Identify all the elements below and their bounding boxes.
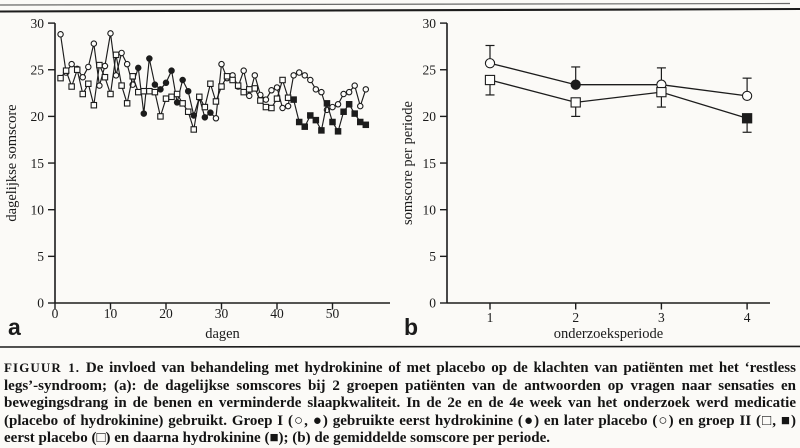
- data-point-open-circle: [280, 105, 285, 110]
- data-point-open-circle: [80, 75, 85, 80]
- x-tick-label: 50: [325, 306, 340, 321]
- data-point-open-square: [174, 91, 179, 96]
- data-point-open-square: [274, 96, 279, 101]
- data-point-open-square: [97, 62, 102, 67]
- x-tick-label: 1: [486, 310, 494, 325]
- data-point-open-circle: [302, 73, 307, 78]
- data-point-filled-circle: [169, 68, 174, 73]
- data-point-open-circle: [358, 103, 363, 108]
- x-tick-label: 4: [743, 310, 751, 325]
- data-point-open-circle: [274, 85, 279, 90]
- data-point-open-square: [241, 89, 246, 94]
- data-point-open-square: [58, 75, 63, 80]
- y-tick-label: 30: [422, 15, 436, 31]
- data-point-open-circle: [102, 63, 107, 68]
- data-point-open-circle: [341, 91, 346, 96]
- data-point-open-circle: [352, 83, 357, 88]
- y-tick-label: 30: [30, 15, 44, 31]
- data-point-open-square: [235, 83, 240, 88]
- data-point-filled-circle: [147, 56, 152, 61]
- data-point-filled-circle: [202, 115, 207, 120]
- data-point-open-square: [197, 94, 202, 99]
- y-tick-label: 20: [422, 109, 436, 125]
- data-point-open-square: [263, 104, 268, 109]
- data-point-open-square: [285, 95, 290, 100]
- data-point-filled-square: [341, 109, 346, 114]
- x-tick-label: 10: [103, 306, 118, 321]
- data-point-open-circle: [213, 116, 218, 121]
- y-tick-label: 5: [37, 249, 44, 265]
- chart-b-series-1: [485, 45, 751, 100]
- data-point-open-circle: [91, 41, 96, 46]
- chart-b-axes: [423, 16, 771, 325]
- caption-text: De invloed van behandeling met hydrokinine of met placebo op de klachten van patiënten met het ‘restless legs’-syndroom; (a): de dagelijkse somscores bij 2 groepen patiënten van de antwoorden op vragen naar sensaties en bewegingsdrang in de benen en verminderde slaapkwaliteit. In de 2e en de 4e week van het onderzoek werd medicatie (placebo of hydrokinine) gebruikt. Groep I (○, ●) gebruikte eerst hydrokinine (●) en later placebo (○) en groep II (□, ■) eerst placebo (□) en daarna hydrokinine (■); (b) de gemiddelde somscore per periode.: [4, 360, 796, 446]
- data-point-filled-circle: [152, 82, 157, 87]
- data-point-open-circle: [241, 68, 246, 73]
- data-point-open-circle: [119, 50, 124, 55]
- data-point-filled-circle: [136, 65, 141, 70]
- y-tick-label: 10: [30, 202, 44, 218]
- data-point-open-circle: [69, 61, 74, 66]
- data-point-open-circle: [335, 102, 340, 107]
- panel-label-b: b: [404, 314, 419, 340]
- chart-b-series-2: [485, 75, 751, 132]
- data-point-open-square: [80, 91, 85, 96]
- data-point-open-square: [163, 96, 168, 101]
- data-point-open-circle: [58, 32, 63, 37]
- x-tick-label: 0: [51, 306, 59, 321]
- data-point-filled-circle: [571, 80, 580, 89]
- data-point-open-square: [180, 101, 185, 106]
- data-point-open-circle: [313, 87, 318, 92]
- data-point-open-square: [113, 52, 118, 57]
- data-point-open-square: [119, 83, 124, 88]
- data-point-open-square: [86, 81, 91, 86]
- data-point-open-circle: [291, 73, 296, 78]
- data-point-open-square: [124, 101, 129, 106]
- data-point-open-square: [230, 77, 235, 82]
- data-point-filled-square: [313, 117, 318, 122]
- data-point-filled-circle: [186, 89, 191, 94]
- data-point-open-square: [108, 91, 113, 96]
- data-point-open-square: [269, 105, 274, 110]
- data-point-open-square: [213, 99, 218, 104]
- data-point-open-circle: [108, 31, 113, 36]
- data-point-open-square: [130, 74, 135, 79]
- data-point-open-square: [152, 89, 157, 94]
- y-tick-label: 0: [429, 295, 436, 311]
- data-point-open-circle: [86, 64, 91, 69]
- data-point-filled-circle: [141, 111, 146, 116]
- data-point-open-circle: [247, 93, 252, 98]
- chart-a-axes: [31, 16, 391, 321]
- data-point-filled-circle: [180, 77, 185, 82]
- data-point-open-square: [102, 75, 107, 80]
- data-point-filled-square: [363, 122, 368, 127]
- data-point-open-circle: [297, 70, 302, 75]
- x-tick-label: 30: [214, 306, 229, 321]
- series-line: [490, 63, 747, 96]
- y-tick-label: 15: [422, 155, 436, 171]
- data-point-open-circle: [363, 87, 368, 92]
- data-point-filled-circle: [158, 87, 163, 92]
- data-point-open-square: [280, 77, 285, 82]
- x-tick-label: 2: [572, 310, 580, 325]
- data-point-open-square: [252, 86, 257, 91]
- data-point-open-square: [63, 68, 68, 73]
- data-point-open-square: [191, 127, 196, 132]
- chart-a-x-axis-title: dagen: [205, 326, 240, 342]
- chart-a: [4, 16, 390, 342]
- chart-b-y-axis-title: somscore per periode: [400, 100, 416, 226]
- data-point-open-square: [169, 94, 174, 99]
- caption-label: FIGUUR 1.: [4, 360, 81, 375]
- data-point-filled-circle: [208, 110, 213, 115]
- data-point-open-square: [141, 89, 146, 94]
- data-point-open-circle: [485, 59, 494, 68]
- data-point-open-square: [136, 89, 141, 94]
- data-point-open-square: [208, 81, 213, 86]
- data-point-open-square: [158, 114, 163, 119]
- data-point-open-square: [247, 87, 252, 92]
- series-line: [490, 80, 747, 118]
- x-tick-label: 20: [159, 306, 173, 321]
- data-point-filled-square: [291, 97, 296, 102]
- y-tick-label: 25: [30, 62, 44, 78]
- data-point-filled-square: [358, 119, 363, 124]
- data-point-open-square: [485, 75, 494, 84]
- data-point-filled-square: [324, 101, 329, 106]
- data-point-filled-square: [302, 124, 307, 129]
- data-point-open-circle: [346, 89, 351, 94]
- data-point-open-square: [75, 67, 80, 72]
- data-point-open-circle: [308, 77, 313, 82]
- data-point-open-square: [69, 84, 74, 89]
- data-point-open-circle: [285, 103, 290, 108]
- data-point-filled-square: [330, 119, 335, 124]
- data-point-filled-square: [352, 111, 357, 116]
- data-point-open-circle: [97, 83, 102, 88]
- data-point-open-square: [224, 74, 229, 79]
- y-tick-label: 25: [422, 62, 436, 78]
- data-point-open-circle: [113, 73, 118, 78]
- data-point-filled-square: [297, 119, 302, 124]
- data-point-filled-square: [308, 113, 313, 118]
- data-point-open-square: [147, 89, 152, 94]
- x-tick-label: 40: [270, 306, 284, 321]
- data-point-open-circle: [330, 104, 335, 109]
- chart-a-y-axis-title: dagelijkse somscore: [4, 104, 20, 222]
- chart-b: [400, 16, 770, 342]
- data-point-open-circle: [219, 61, 224, 66]
- y-tick-label: 15: [30, 155, 44, 171]
- data-point-open-square: [186, 109, 191, 114]
- data-point-open-square: [258, 98, 263, 103]
- data-point-filled-square: [743, 114, 752, 123]
- data-point-filled-circle: [163, 80, 168, 85]
- data-point-filled-square: [346, 102, 351, 107]
- data-point-open-square: [219, 84, 224, 89]
- data-point-filled-square: [319, 128, 324, 133]
- panel-label-a: a: [8, 314, 21, 340]
- data-point-open-circle: [269, 88, 274, 93]
- figure-caption: [0, 353, 800, 448]
- data-point-open-circle: [263, 97, 268, 102]
- data-point-open-circle: [319, 89, 324, 94]
- y-tick-label: 5: [429, 249, 436, 265]
- y-tick-label: 10: [422, 202, 436, 218]
- data-point-open-circle: [743, 91, 752, 100]
- data-point-open-square: [202, 104, 207, 109]
- data-point-open-square: [571, 98, 580, 107]
- data-point-filled-square: [335, 129, 340, 134]
- chart-b-x-axis-title: onderzoeksperiode: [553, 326, 664, 342]
- data-point-open-square: [91, 103, 96, 108]
- x-tick-label: 3: [658, 310, 665, 325]
- data-point-open-circle: [124, 61, 129, 66]
- y-tick-label: 20: [30, 109, 44, 125]
- data-point-open-square: [657, 88, 666, 97]
- y-tick-label: 0: [37, 295, 44, 311]
- data-point-open-circle: [252, 73, 257, 78]
- data-point-filled-circle: [174, 100, 179, 105]
